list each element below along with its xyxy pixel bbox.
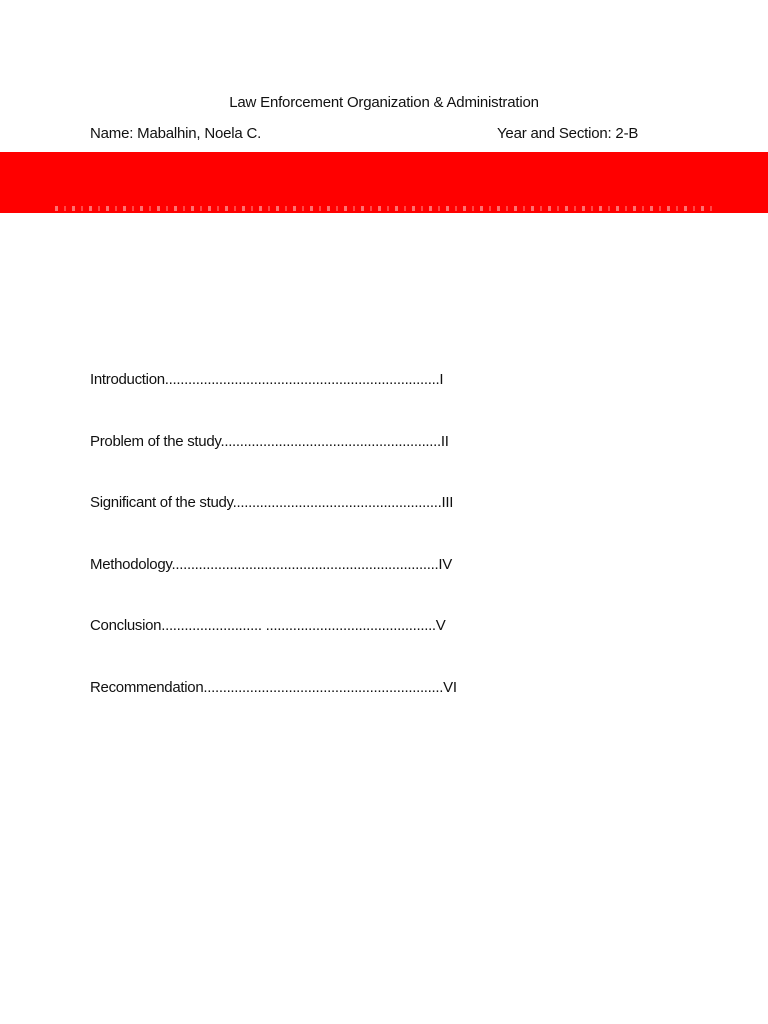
toc-entry-methodology: Methodology.....................................................................IV — [90, 555, 452, 573]
toc-entry-introduction: Introduction.......................................................................I — [90, 371, 444, 388]
toc-entry-problem: Problem of the study.........................................................II — [90, 432, 449, 450]
red-banner — [0, 152, 768, 213]
table-of-contents — [90, 370, 610, 739]
toc-entry-significance: Significant of the study......................................................III — [90, 494, 454, 511]
year-and-section: Year and Section: 2-B — [497, 125, 639, 142]
toc-entry-conclusion: Conclusion.......................... ............................................V — [90, 617, 446, 634]
document-title: Law Enforcement Organization & Administration — [229, 94, 539, 111]
banner-artifact — [55, 206, 713, 211]
student-name: Name: Mabalhin, Noela C. — [90, 125, 262, 142]
toc-entry-recommendation: Recommendation..............................................................VI — [90, 678, 457, 696]
